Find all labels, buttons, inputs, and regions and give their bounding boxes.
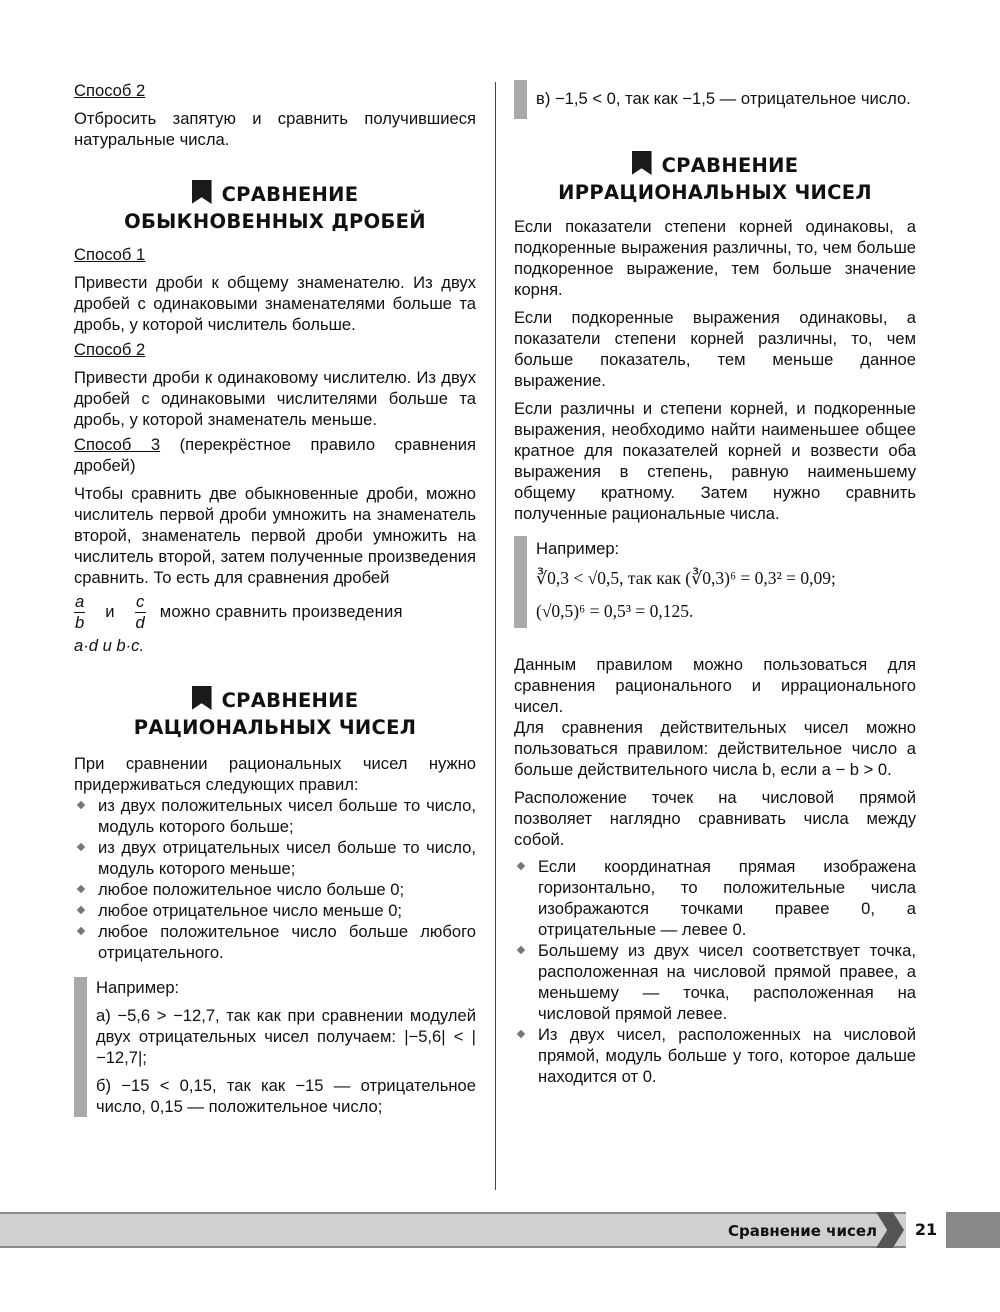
fractions-method-2-text: Привести дроби к одинаковому числителю. Из двух дробей с одинаковыми числителями больше та дробь, у которой знаменатель меньше.	[74, 368, 476, 429]
fractions-formula: $\frac{a}{b}$ и $\frac{c}{d}$ можно сравнить произведения	[75, 592, 403, 632]
heading-fractions: СРАВНЕНИЕ	[74, 180, 476, 208]
list-item: любое положительное число больше 0;	[74, 879, 476, 900]
left-column	[74, 80, 476, 1117]
list-item: Из двух чисел, расположенных на числовой прямой, модуль больше у того, которое дальше находится от 0.	[514, 1024, 916, 1087]
rational-rules-list	[74, 795, 476, 963]
example-roots-line1: ∛0,3 < √0,5, так как (∛0,3)⁶ = 0,3² = 0,09;	[536, 568, 836, 588]
list-item: любое положительное число больше любого отрицательного.	[74, 921, 476, 963]
method-2-text: Отбросить запятую и сравнить получившиеся натуральные числа.	[74, 109, 476, 149]
heading-irrational-line2: ИРРАЦИОНАЛЬНЫХ ЧИСЕЛ	[558, 181, 872, 204]
example-title: Например:	[96, 978, 180, 997]
irrational-rule-2: Если подкоренные выражения одинаковы, а показатели степени корней различны, то, чем больше показатель, тем меньше данное выражение.	[514, 308, 916, 390]
irrational-rule-1: Если показатели степени корней одинаковы, а подкоренные выражения различны, то, чем больше подкоренное выражение, тем больше значение корня.	[514, 217, 916, 299]
example-b: б) −15 < 0,15, так как −15 — отрицательное число, 0,15 — положительное число;	[96, 1076, 476, 1116]
fractions-method-1-text: Привести дроби к общему знаменателю. Из двух дробей с одинаковыми знаменателями больше та дробь, у которой числитель больше.	[74, 273, 476, 334]
rational-example-box	[74, 977, 476, 1117]
method-2-title: Способ 2	[74, 81, 146, 100]
irrational-rule-3: Если различны и степени корней, и подкоренные выражения, необходимо найти наименьшее общее кратное для показателей корней и возвести оба выражения в степень, равную наименьшему общему кратному. Затем нужно сравнить полученные рациональные числа.	[514, 399, 916, 523]
fractions-method-3-text: Чтобы сравнить две обыкновенные дроби, можно числитель первой дроби умножить на знаменатель второй, знаменатель первой дроби умножить на числитель второй, затем полученные произведения сравнить. То есть для сравнения дробей	[74, 484, 476, 587]
example-a: а) −5,6 > −12,7, так как при сравнении модулей двух отрицательных чисел получаем: |−5,6| < |−12,7|;	[96, 1006, 476, 1067]
heading-fractions-line2: ОБЫКНОВЕННЫХ ДРОБЕЙ	[124, 210, 426, 233]
rational-intro: При сравнении рациональных чисел нужно придерживаться следующих правил:	[74, 754, 476, 794]
fractions-products: a·d и b·c.	[74, 636, 145, 655]
fraction-c-d: $\frac{c}{d}$	[135, 592, 145, 632]
footer-bottom-rule	[0, 1246, 1000, 1248]
list-item: любое отрицательное число меньше 0;	[74, 900, 476, 921]
bookmark-icon	[192, 180, 212, 204]
fractions-method-2-title: Способ 2	[74, 340, 146, 359]
page-number: 21	[906, 1212, 946, 1248]
heading-irrational: СРАВНЕНИЕ	[514, 151, 916, 179]
right-column	[514, 80, 916, 1087]
fraction-a-b: $\frac{a}{b}$	[75, 592, 85, 632]
footer-section-title: Сравнение чисел	[728, 1222, 878, 1240]
footer-end-block	[946, 1212, 1000, 1248]
list-item: из двух отрицательных чисел больше то число, модуль которого меньше;	[74, 837, 476, 879]
number-line-rules-list	[514, 856, 916, 1087]
heading-rational: СРАВНЕНИЕ	[74, 686, 476, 714]
footer-top-rule	[0, 1212, 1000, 1214]
example-c: в) −1,5 < 0, так как −1,5 — отрицательное число.	[536, 89, 911, 108]
list-item: Большему из двух чисел соответствует точка, расположенная на числовой прямой правее, а меньшему — точка, расположенная на числовой прямой левее.	[514, 940, 916, 1024]
rational-example-continued	[514, 80, 916, 119]
example-title: Например:	[536, 539, 620, 558]
fractions-method-1-title: Способ 1	[74, 245, 146, 264]
number-line-intro: Расположение точек на числовой прямой позволяет наглядно сравнивать числа между собой.	[514, 788, 916, 849]
real-numbers-rule: Для сравнения действительных чисел можно пользоваться правилом: действительное число a больше действительного числа b, если a − b > 0.	[514, 718, 916, 779]
list-item: из двух положительных чисел больше то число, модуль которого больше;	[74, 795, 476, 837]
rule-usage: Данным правилом можно пользоваться для сравнения рационального и иррационального чисел.	[514, 655, 916, 716]
bookmark-icon	[632, 151, 652, 175]
example-roots-line2: (√0,5)⁶ = 0,5³ = 0,125.	[536, 601, 694, 621]
list-item: Если координатная прямая изображена горизонтально, то положительные числа изображаются точками правее 0, а отрицательные — левее 0.	[514, 856, 916, 940]
heading-rational-line2: РАЦИОНАЛЬНЫХ ЧИСЕЛ	[133, 716, 417, 739]
column-divider	[495, 82, 496, 1190]
bookmark-icon	[192, 686, 212, 710]
irrational-example-box	[514, 536, 916, 628]
fractions-method-3-title: Способ 3 (перекрёстное правило сравнения дробей)	[74, 435, 476, 475]
